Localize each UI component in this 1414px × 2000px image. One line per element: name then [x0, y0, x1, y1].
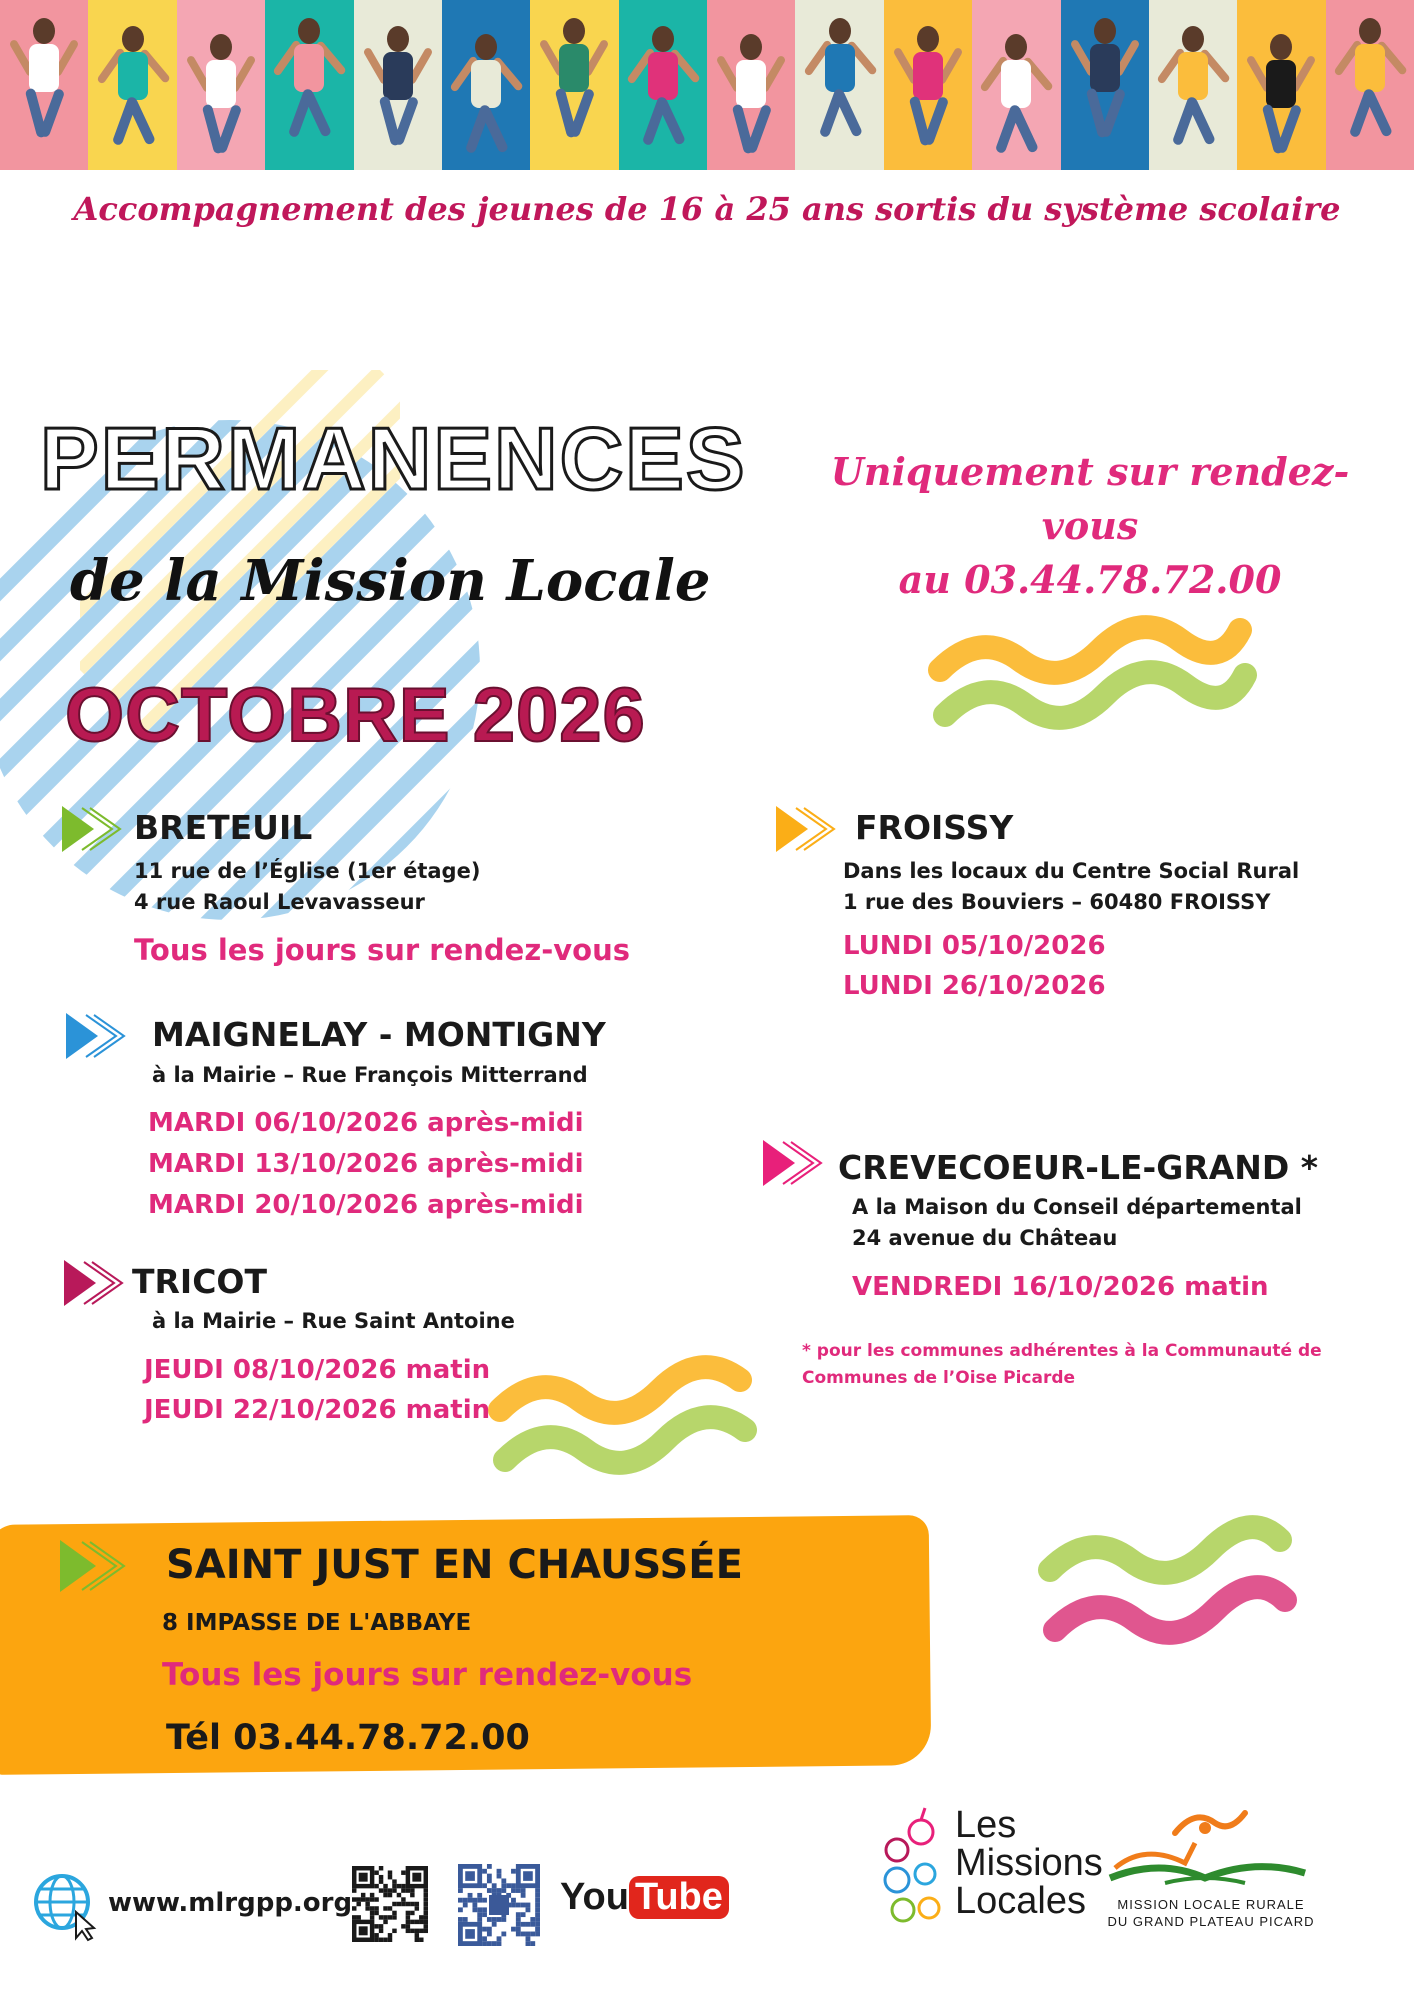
title-month: OCTOBRE 2026 [65, 673, 646, 758]
crevecoeur-address: A la Maison du Conseil départemental 24 avenue du Château [852, 1195, 1302, 1250]
squiggle-green-2 [505, 1417, 745, 1463]
saintjust-note: Tous les jours sur rendez-vous [162, 1657, 693, 1693]
title-permanences: PERMANENCES [40, 409, 747, 508]
strip-photo [707, 0, 795, 170]
maignelay-dates: MARDI 06/10/2026 après-midi MARDI 13/10/2026 après-midi MARDI 20/10/2026 après-midi [148, 1108, 584, 1220]
strip-photo [88, 0, 176, 170]
strip-photo [354, 0, 442, 170]
title-mission-locale: de la Mission Locale [70, 548, 711, 614]
person-figure [900, 26, 956, 156]
froissy-address: Dans les locaux du Centre Social Rural 1 rue des Bouviers – 60480 FROISSY [843, 859, 1300, 914]
breteuil-name: BRETEUIL [134, 808, 313, 847]
strip-photo [442, 0, 530, 170]
saintjust-name: SAINT JUST EN CHAUSSÉE [166, 1542, 743, 1588]
strip-photo [1149, 0, 1237, 170]
person-figure [812, 18, 868, 148]
tricot-name: TRICOT [132, 1262, 267, 1301]
crevecoeur-arrow-icon [763, 1140, 823, 1186]
youtube-logo[interactable]: You Tube [560, 1876, 729, 1919]
person-figure [281, 18, 337, 148]
missions-locales-logo-text: Les Missions Locales [955, 1804, 1103, 1922]
person-figure [370, 26, 426, 156]
person-figure [1165, 26, 1221, 156]
tagline: Accompagnement des jeunes de 16 à 25 ans sortis du système scolaire [73, 190, 1341, 228]
squiggle-green-1 [945, 672, 1245, 718]
category-vie-quotidienne: VIE QUOTIDIENNE [495, 300, 822, 342]
strip-photo [972, 0, 1060, 170]
missions-locales-logo-icon [875, 1802, 955, 1932]
category-emploi: EMPLOI [45, 300, 185, 342]
breteuil-arrow-icon [62, 806, 122, 852]
breteuil-note: Tous les jours sur rendez-vous [134, 933, 630, 967]
squiggle-yellow-1 [940, 627, 1240, 673]
crevecoeur-dates: VENDREDI 16/10/2026 matin [852, 1272, 1269, 1302]
tricot-arrow-icon [64, 1260, 124, 1306]
category-bar [0, 283, 1414, 360]
category-information: INFORMATION [232, 300, 488, 342]
person-figure [723, 34, 779, 164]
squiggle-pink-3 [1055, 1587, 1285, 1633]
maignelay-address: à la Mairie – Rue François Mitterrand [152, 1063, 588, 1087]
person-figure [1342, 18, 1398, 148]
globe-icon[interactable] [32, 1872, 102, 1942]
strip-photo [177, 0, 265, 170]
person-figure [193, 34, 249, 164]
strip-photo [530, 0, 618, 170]
mlr-logo-text: MISSION LOCALE RURALE DU GRAND PLATEAU PICARD [1107, 1897, 1315, 1929]
froissy-name: FROISSY [855, 808, 1014, 847]
squiggle-green-3 [1050, 1527, 1280, 1573]
person-figure [988, 34, 1044, 164]
website-link[interactable]: www.mlrgpp.org [108, 1888, 353, 1918]
strip-photo [1061, 0, 1149, 170]
maignelay-name: MAIGNELAY - MONTIGNY [152, 1015, 606, 1054]
strip-photo [265, 0, 353, 170]
appointment-notice: Uniquement sur rendez-vous au 03.44.78.72.00 [830, 449, 1350, 602]
person-figure [635, 26, 691, 156]
breteuil-address: 11 rue de l’Église (1er étage) 4 rue Raoul Levavasseur [134, 859, 481, 914]
froissy-arrow-icon [776, 806, 836, 852]
tricot-dates: JEUDI 08/10/2026 matin JEUDI 22/10/2026 matin [144, 1355, 491, 1425]
saintjust-address: 8 IMPASSE DE L'ABBAYE [162, 1610, 472, 1636]
category-formation: FORMATION [859, 300, 1078, 342]
facebook-qr-icon[interactable] [458, 1864, 540, 1946]
footnote: * pour les communes adhérentes à la Communauté de Communes de l’Oise Picarde [802, 1341, 1322, 1388]
qr-code-icon[interactable] [352, 1866, 428, 1942]
strip-photo [619, 0, 707, 170]
maignelay-arrow-icon [66, 1013, 126, 1059]
froissy-dates: LUNDI 05/10/2026 LUNDI 26/10/2026 [843, 931, 1106, 1001]
category-orientation: ORIENTATION [1138, 300, 1386, 342]
mlr-logo-icon [1105, 1798, 1315, 1898]
person-figure [458, 34, 514, 164]
person-figure [1253, 34, 1309, 164]
person-figure [1077, 18, 1133, 148]
strip-photo [0, 0, 88, 170]
saintjust-arrow-icon [60, 1540, 126, 1592]
photo-strip [0, 0, 1414, 170]
strip-photo [1237, 0, 1325, 170]
strip-photo [1326, 0, 1414, 170]
person-figure [546, 18, 602, 148]
strip-photo [795, 0, 883, 170]
saintjust-phone: Tél 03.44.78.72.00 [166, 1718, 530, 1758]
strip-photo [884, 0, 972, 170]
person-figure [105, 26, 161, 156]
crevecoeur-name: CREVECOEUR-LE-GRAND * [838, 1148, 1319, 1187]
person-figure [16, 18, 72, 148]
tricot-address: à la Mairie – Rue Saint Antoine [152, 1309, 515, 1333]
